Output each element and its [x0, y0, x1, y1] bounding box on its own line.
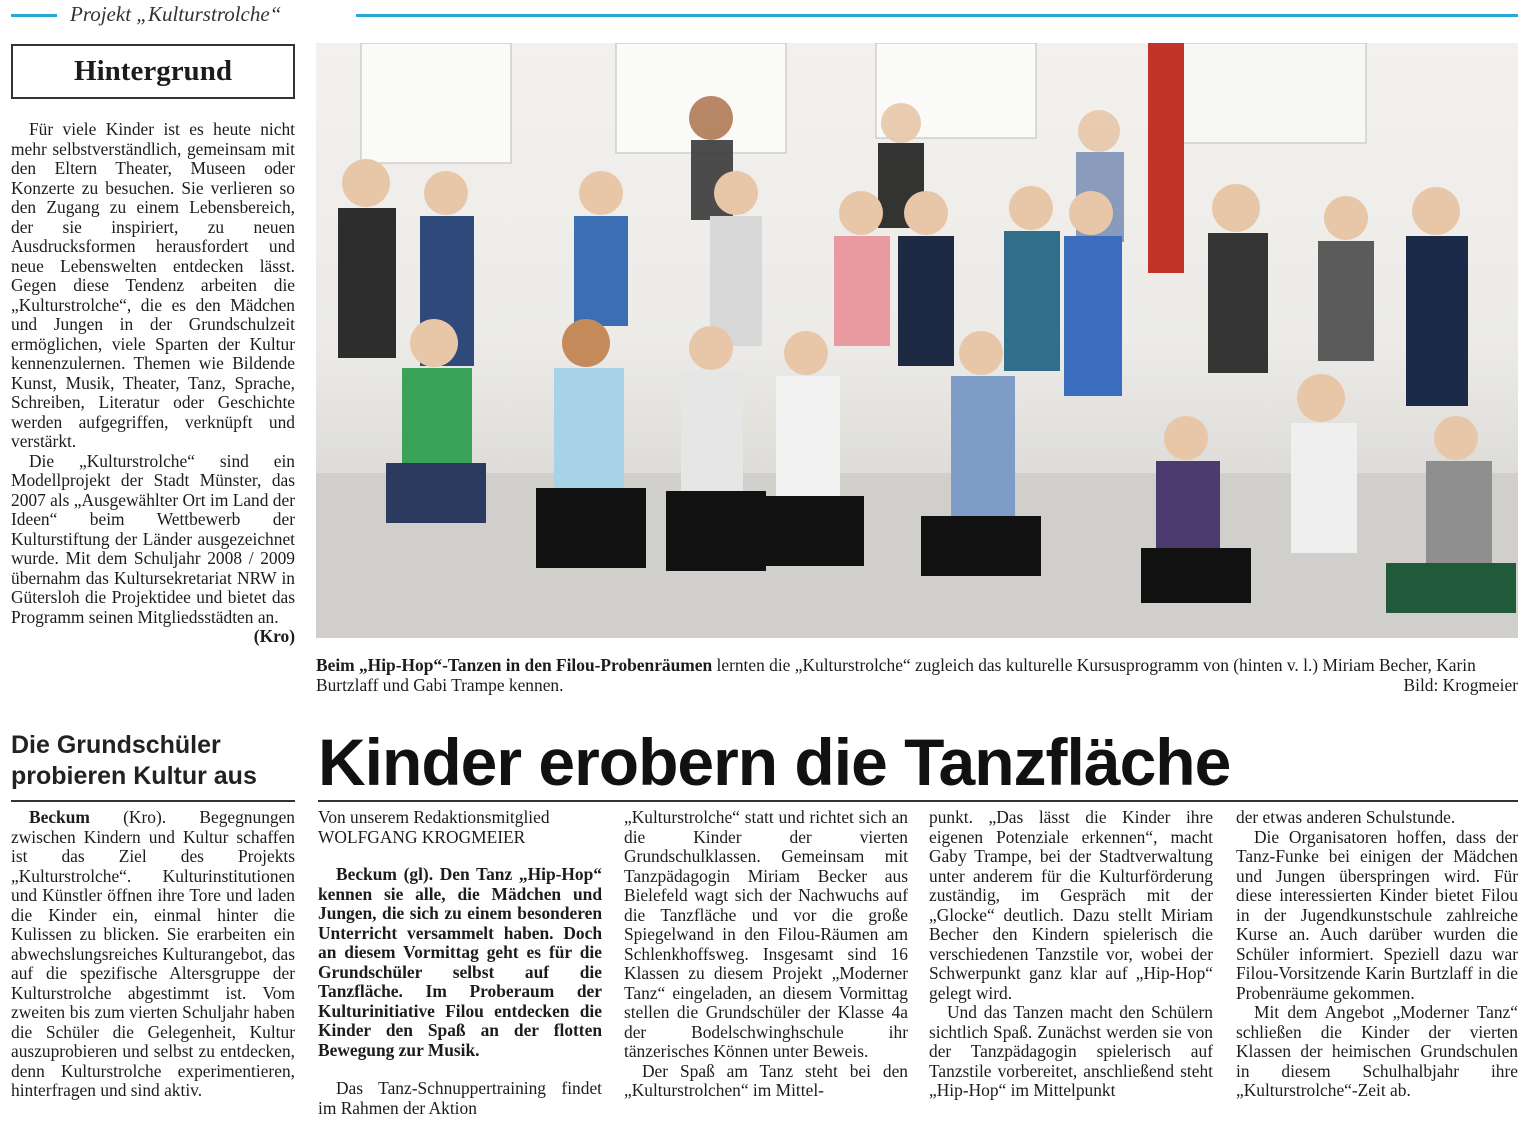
- article-column-1: [318, 808, 602, 1118]
- sidebar-box-title: Hintergrund: [11, 44, 295, 99]
- sidebar-paragraph-1: Für viele Kinder ist es heute nicht mehr selbstverständlich, gemeinsam mit den Eltern Theater, Museen oder Konzerte zu besuchen. Sie verlieren so den Zugang zu einem Lebensbereich, der sie inspiriert, zu neuen Ausdrucksformen herausfordert und neue Lebenswelten entdecken lässt. Gegen diese Tendenz arbeiten die „Kulturstrolche“, die es den Mädchen und Jungen in der Grundschulzeit ermöglichen, viele Sparten der Kultur kennenzulernen. Themen wie Bildende Kunst, Musik, Theater, Tanz, Sprache, Schreiben, Literatur oder Geschichte werden aufgegriffen, verknüpft und verstärkt.: [11, 119, 295, 451]
- article-lead: Beckum (gl). Den Tanz „Hip-Hop“ kennen sie alle, die Mädchen und Jungen, die sich zu einem besonderen Unterricht versammelt haben. Doch an diesem Vormittag geht es für die Grundschüler selbst auf die Tanzfläche. Im Proberaum der Kulturinitiative Filou entdecken die Kinder den Spaß an der flotten Bewegung zur Musik.: [318, 864, 602, 1060]
- teaser-column: [11, 808, 295, 1101]
- byline-line-1: Von unserem Redaktionsmitglied: [318, 807, 550, 827]
- photo-credit: Bild: Krogmeier: [1403, 675, 1518, 695]
- group-photo-illustration: [316, 43, 1518, 638]
- photo-caption-lead: Beim „Hip-Hop“-Tanzen in den Filou-Probenräumen: [316, 655, 713, 675]
- headline: Kinder erobern die Tanzfläche: [318, 725, 1231, 799]
- rule-article: [318, 800, 1518, 802]
- article-col2-paragraph-1: „Kulturstrolche“ statt und richtet sich an die Kinder der vierten Grundschulklassen. Gemeinsam mit Tanzpädagogin Miriam Becker aus Bielefeld wagt sich der Nachwuchs auf die Tanzfläche und vor die große Spiegelwand in den Filou-Räumen am Schlenkhoffsweg. Insgesamt sind 16 Klassen zu diesem Projekt „Moderner Tanz“ eingeladen, an diesem Vormittag stellen die Grundschüler der Klasse 4a der Bodelschwinghschule ihr tänzerisches Können unter Beweis.: [624, 807, 908, 1061]
- sidebar-paragraph-2: [11, 450, 295, 646]
- photo-caption: [316, 655, 1518, 695]
- article-col2-paragraph-2: Der Spaß am Tanz steht bei den „Kulturstrolchen“ im Mittel-: [624, 1060, 908, 1100]
- sidebar-paragraph-2-text: Die „Kulturstrolche“ sind ein Modellprojekt der Stadt Münster, das 2007 als „Ausgewählter Ort im Land der Ideen“ beim Wettbewerb der Kulturstiftung der Länder ausgezeichnet wurde. Mit dem Schuljahr 2008 / 2009 übernahm das Kultursekretariat NRW in Gütersloh die Projektidee und bietet das Programm seinen Mitgliedsstädten an.: [11, 450, 295, 627]
- group-photo: [316, 43, 1518, 638]
- sidebar-signature: (Kro): [253, 626, 295, 646]
- teaser-dateline: Beckum: [29, 807, 90, 827]
- article-col3-paragraph-1: punkt. „Das lässt die Kinder ihre eigenen Potenziale erkennen“, macht Gaby Trampe, bei der Stadtverwaltung unter anderem für die Kulturförderung zuständig, im Gespräch mit der „Glocke“ deutlich. Dazu stellt Miriam Becher den Kindern spielerisch die verschiedenen Tanzstile vor, wobei der Schwerpunkt ganz klar auf „Hip-Hop“ gelegt wird.: [929, 807, 1213, 1003]
- rubric-rule-left: [11, 14, 57, 17]
- teaser-text: (Kro). Begegnungen zwischen Kindern und Kultur schaffen ist das Ziel des Projekts „Kulturstrolche“. Kulturinstitutionen und Künstler öffnen ihre Tore und laden die Kinder ein, einmal hinter die Kulissen zu blicken. Sie erarbeiten ein abwechslungsreiches Kulturangebot, das auf die spezifische Altersgruppe der Kulturstrolche abgestimmt ist. Vom zweiten bis zum vierten Schuljahr haben die Schüler die Gelegenheit, Kultur auszuprobieren und selbst zu entdecken, denn Kulturstrolche experimentieren, hinterfragen und sind aktiv.: [11, 807, 295, 1100]
- article-col3-paragraph-2: Und das Tanzen macht den Schülern sichtlich Spaß. Zunächst werden sie von der Tanzpädagogin spielerisch auf Tanzstile vorbereitet, anschließend steht „Hip-Hop“ im Mittelpunkt: [929, 1002, 1213, 1100]
- article-col4-paragraph-1: der etwas anderen Schulstunde.: [1236, 807, 1456, 827]
- article-col1-tail: Das Tanz-Schnuppertraining findet im Rahmen der Aktion: [318, 1078, 602, 1118]
- byline-author: WOLFGANG KROGMEIER: [318, 826, 526, 847]
- article-col4-paragraph-2: Die Organisatoren hoffen, dass der Tanz-Funke bei einigen der Mädchen und Jungen überspringen wird. Für diese interessierten Kinder bietet Filou in der Jugendkunstschule zahlreiche Kurse an. Auch darüber wurden die Schüler informiert. Speziell dazu war Filou-Vorsitzende Karin Burtzlaff in die Probenräume gekommen.: [1236, 826, 1518, 1003]
- photo-caption-text: lernten die „Kulturstrolche“ zugleich das kulturelle Kursusprogramm von (hinten v. l.) Miriam Becher, Karin Burtzlaff und Gabi Trampe kennen.: [316, 655, 1476, 695]
- article-col4-paragraph-3: Mit dem Angebot „Moderner Tanz“ schließen die Kinder der vierten Klassen der heimischen Grundschulen in diesem Schulhalbjahr ihre „Kulturstrolche“-Zeit ab.: [1236, 1002, 1518, 1100]
- rubric-rule-right: [356, 14, 1518, 17]
- subheadline: Die Grundschüler probieren Kultur aus: [11, 731, 257, 790]
- sidebar-text: [11, 120, 295, 647]
- article-column-4: [1236, 808, 1518, 1101]
- rubric-title: Projekt „Kulturstrolche“: [70, 2, 282, 26]
- article-column-3: [929, 808, 1213, 1101]
- teaser-paragraph: [11, 808, 295, 1101]
- article-column-2: [624, 808, 908, 1101]
- rule-teaser: [11, 800, 295, 802]
